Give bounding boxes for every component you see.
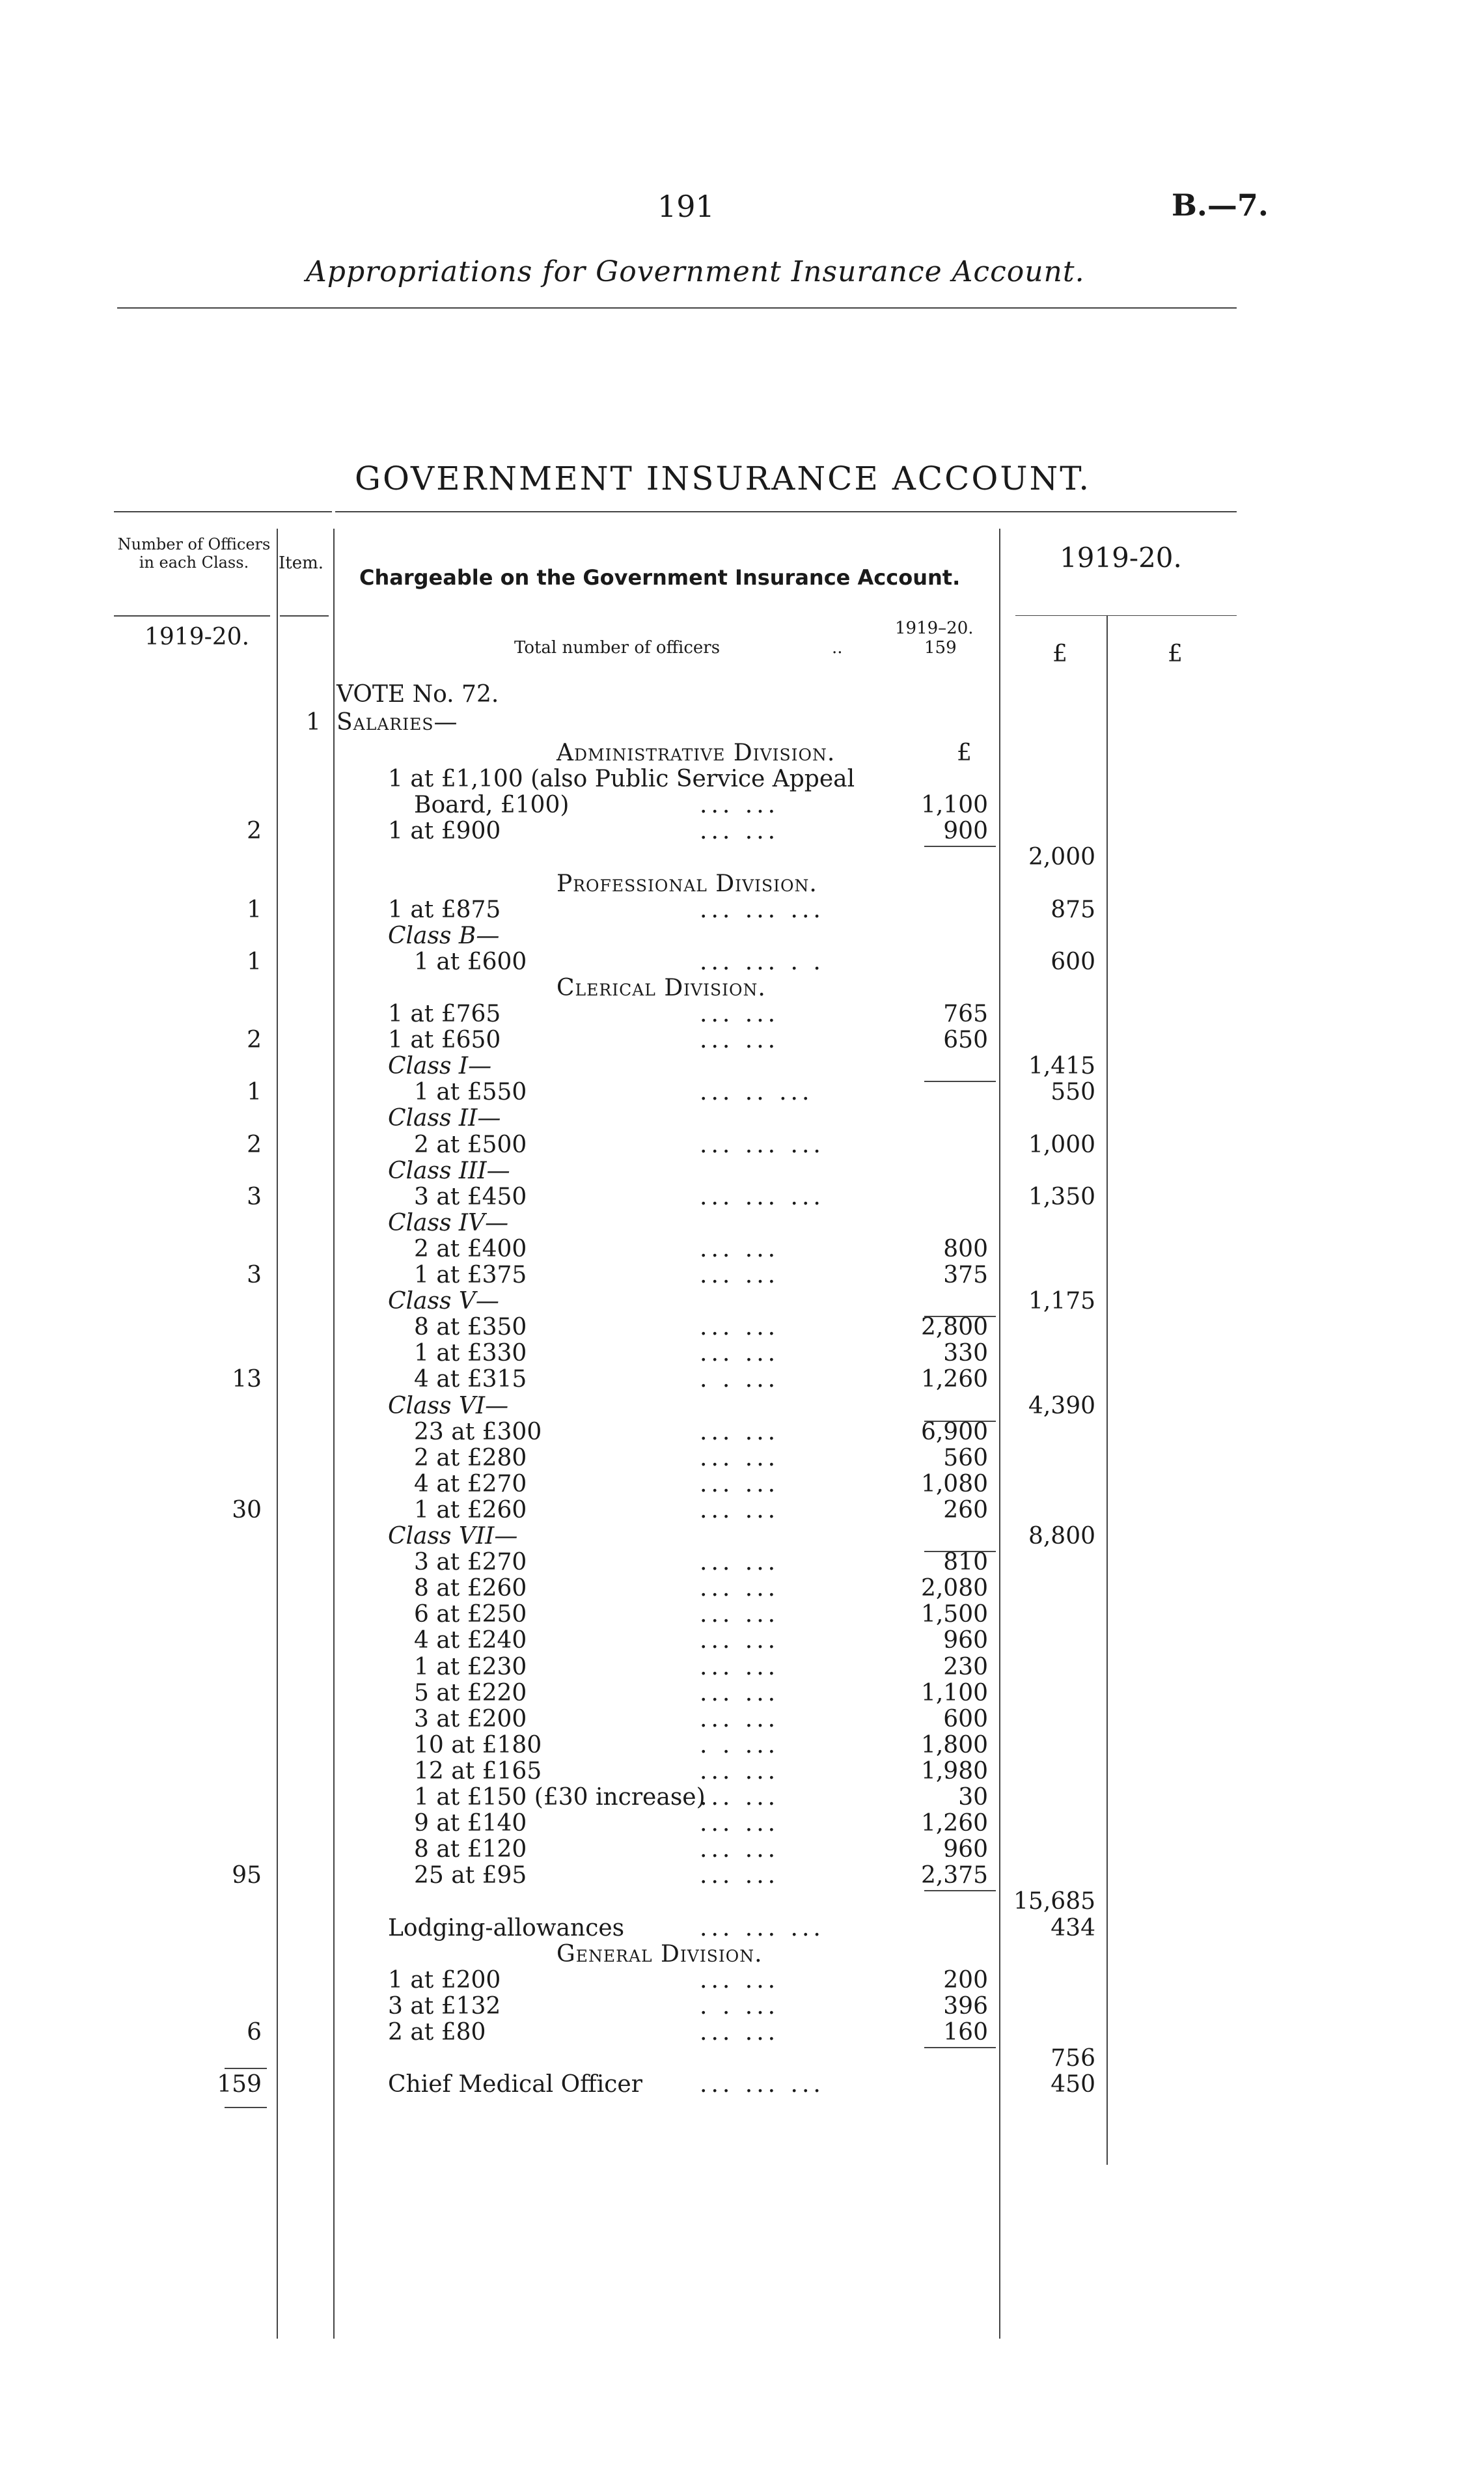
salary-line-label: 2 at £280	[414, 1444, 527, 1471]
leader-dots: ... ...	[700, 1340, 780, 1367]
leader-dots: ... ...	[700, 1262, 780, 1288]
item-column-header: Item.	[279, 553, 324, 573]
line-amount: 1,080	[920, 1470, 988, 1497]
leader-dots: ... ...	[700, 1784, 780, 1811]
class-total: 450	[1051, 2071, 1095, 2098]
salary-line-label: 1 at £1,100 (also Public Service Appeal	[388, 766, 855, 793]
class-total: 1,175	[1028, 1288, 1095, 1315]
salary-line-label: 1 at £550	[414, 1079, 527, 1106]
salaries-label: Salaries—	[337, 709, 458, 736]
officers-count: 1	[247, 1079, 262, 1106]
officers-count: 3	[247, 1262, 262, 1288]
line-amount: 960	[943, 1627, 988, 1654]
total-officers-label: Total number of officers	[514, 638, 721, 658]
officers-total-rule-bottom	[225, 2107, 267, 2108]
line-amount: 6,900	[920, 1418, 988, 1445]
pound-sign: £	[957, 740, 972, 766]
salary-line-label: Lodging-allowances	[388, 1914, 625, 1941]
leader-dots: ... ... ...	[700, 1131, 825, 1158]
officers-total-rule-top	[225, 2068, 267, 2069]
salary-line-label: Chief Medical Officer	[388, 2071, 642, 2098]
salary-line-label: Class IV—	[388, 1209, 509, 1236]
subtotal-rule	[924, 1890, 996, 1891]
salary-line-label: 5 at £220	[414, 1679, 527, 1706]
line-amount: 30	[958, 1784, 988, 1811]
officers-count: 30	[232, 1496, 262, 1523]
leader-dots: ... ...	[700, 1027, 780, 1054]
salary-line-label: 1 at £150 (£30 increase)	[414, 1784, 706, 1811]
total-officers-dots: ..	[832, 638, 843, 658]
item-header-rule	[280, 615, 329, 617]
salary-line-label: 4 at £240	[414, 1627, 527, 1654]
line-amount: 230	[943, 1653, 988, 1680]
salary-line-label: 1 at £650	[388, 1027, 501, 1054]
line-amount: 330	[943, 1340, 988, 1367]
salary-line-label: 1 at £600	[414, 948, 527, 975]
leader-dots: ... ...	[700, 1627, 780, 1654]
leader-dots: ... ...	[700, 1862, 780, 1889]
division-heading: General Division.	[556, 1940, 763, 1968]
officers-count: 159	[217, 2071, 262, 2098]
class-total: 434	[1051, 1914, 1095, 1941]
leader-dots: . . ...	[700, 1366, 780, 1393]
subtotal-rule	[924, 1081, 996, 1082]
page-number: 191	[657, 189, 715, 224]
rule-year-col1	[1106, 615, 1108, 2165]
page-title: GOVERNMENT INSURANCE ACCOUNT.	[355, 460, 1092, 497]
line-amount: 1,100	[920, 792, 988, 819]
class-total: 550	[1051, 1079, 1095, 1106]
class-total: 8,800	[1028, 1523, 1095, 1550]
leader-dots: ... ...	[700, 1653, 780, 1680]
leader-dots: ... ...	[700, 1001, 780, 1027]
year-header-rule	[1015, 615, 1237, 616]
officers-count: 1	[247, 896, 262, 923]
leader-dots: ... ... ...	[700, 1914, 825, 1941]
leader-dots: ... ...	[700, 1470, 780, 1497]
class-total: 15,685	[1013, 1888, 1095, 1915]
line-amount: 600	[943, 1705, 988, 1732]
line-amount: 1,260	[920, 1366, 988, 1393]
leader-dots: ... ...	[700, 1444, 780, 1471]
leader-dots: ... ...	[700, 1549, 780, 1576]
leader-dots: ... ... ...	[700, 1183, 825, 1210]
salary-line-label: 23 at £300	[414, 1418, 542, 1445]
leader-dots: ... ...	[700, 1757, 780, 1785]
officers-count: 13	[232, 1366, 262, 1393]
line-amount: 375	[943, 1262, 988, 1288]
division-heading: Professional Division.	[556, 870, 818, 897]
line-amount: 200	[943, 1966, 988, 1994]
salary-line-label: Class V—	[388, 1288, 499, 1315]
leader-dots: ... .. ...	[700, 1079, 814, 1106]
line-amount: 765	[943, 1001, 988, 1027]
officers-header-rule	[114, 615, 270, 617]
salary-line-label: 25 at £95	[414, 1862, 527, 1889]
line-amount: 900	[943, 818, 988, 845]
total-officers-value: 159	[924, 638, 957, 658]
salary-line-label: 8 at £260	[414, 1575, 527, 1602]
leader-dots: ... ...	[700, 1705, 780, 1732]
line-amount: 2,800	[920, 1314, 988, 1341]
leader-dots: ... ...	[700, 1966, 780, 1994]
leader-dots: ... ...	[700, 1496, 780, 1523]
subtotal-rule	[924, 2047, 996, 2048]
class-total: 1,415	[1028, 1053, 1095, 1080]
class-total: 4,390	[1028, 1392, 1095, 1419]
salary-line-label: 12 at £165	[414, 1757, 542, 1785]
officers-count: 2	[247, 1131, 262, 1158]
class-total: 600	[1051, 948, 1095, 975]
leader-dots: . . ...	[700, 1731, 780, 1759]
line-amount: 810	[943, 1549, 988, 1576]
leader-dots: ... ... ...	[700, 2071, 825, 2098]
leader-dots: ... ... . .	[700, 948, 825, 975]
line-amount: 160	[943, 2018, 988, 2046]
salary-line-label: 4 at £270	[414, 1470, 527, 1497]
leader-dots: ... ...	[700, 1836, 780, 1863]
leader-dots: ... ...	[700, 1601, 780, 1628]
officers-count: 3	[247, 1183, 262, 1210]
salary-line-label: 2 at £400	[414, 1235, 527, 1262]
leader-dots: ... ...	[700, 2018, 780, 2046]
line-amount: 396	[943, 1992, 988, 2020]
salary-line-label: Board, £100)	[414, 792, 570, 819]
leader-dots: ... ...	[700, 1314, 780, 1341]
table-top-rule-left	[114, 511, 332, 512]
leader-dots: ... ...	[700, 1810, 780, 1837]
salary-line-label: 9 at £140	[414, 1810, 527, 1837]
officers-count: 95	[232, 1862, 262, 1889]
salary-line-label: 2 at £500	[414, 1131, 527, 1158]
header-rule	[117, 307, 1237, 309]
pound-sign-col2: £	[1168, 641, 1183, 667]
officers-count: 1	[247, 948, 262, 975]
total-officers-year: 1919–20.	[895, 619, 974, 638]
rule-item-main	[333, 529, 335, 2339]
class-total: 875	[1051, 896, 1095, 923]
salary-line-label: 1 at £200	[388, 1966, 501, 1994]
salary-line-label: 1 at £330	[414, 1340, 527, 1367]
leader-dots: ... ...	[700, 1679, 780, 1706]
vote-item-number: 1	[306, 709, 321, 736]
line-amount: 650	[943, 1027, 988, 1054]
salary-line-label: 4 at £315	[414, 1366, 527, 1393]
salary-line-label: Class VI—	[388, 1392, 509, 1419]
line-amount: 1,100	[920, 1679, 988, 1706]
line-amount: 2,375	[920, 1862, 988, 1889]
salary-line-label: 1 at £375	[414, 1262, 527, 1288]
rule-officers-item	[277, 529, 278, 2339]
leader-dots: ... ... ...	[700, 896, 825, 923]
salary-line-label: 6 at £250	[414, 1601, 527, 1628]
leader-dots: ... ...	[700, 1575, 780, 1602]
salary-line-label: 10 at £180	[414, 1731, 542, 1759]
leader-dots: . . ...	[700, 1992, 780, 2020]
subtotal-rule	[924, 846, 996, 847]
leader-dots: ... ...	[700, 818, 780, 845]
main-column-header: Chargeable on the Government Insurance Account.	[359, 565, 961, 590]
line-amount: 2,080	[920, 1575, 988, 1602]
document-reference: B.—7.	[1172, 188, 1269, 223]
line-amount: 1,800	[920, 1731, 988, 1759]
salary-line-label: 8 at £120	[414, 1836, 527, 1863]
salary-line-label: 2 at £80	[388, 2018, 486, 2046]
officers-count: 6	[247, 2018, 262, 2046]
salary-line-label: 3 at £450	[414, 1183, 527, 1210]
line-amount: 560	[943, 1444, 988, 1471]
line-amount: 800	[943, 1235, 988, 1262]
salary-line-label: Class B—	[388, 922, 500, 949]
salary-line-label: 3 at £132	[388, 1992, 501, 2020]
officers-column-header: Number of Officers in each Class.	[117, 535, 271, 572]
leader-dots: ... ...	[700, 792, 780, 819]
leader-dots: ... ...	[700, 1235, 780, 1262]
salary-line-label: Class III—	[388, 1157, 510, 1184]
salary-line-label: 1 at £900	[388, 818, 501, 845]
officers-count: 2	[247, 1027, 262, 1054]
salary-line-label: 3 at £200	[414, 1705, 527, 1732]
line-amount: 1,980	[920, 1757, 988, 1785]
salary-line-label: Class I—	[388, 1053, 492, 1080]
salary-line-label: 1 at £260	[414, 1496, 527, 1523]
year-column-header: 1919-20.	[1060, 542, 1182, 574]
line-amount: 960	[943, 1836, 988, 1863]
table-top-rule-right	[335, 511, 1237, 512]
leader-dots: ... ...	[700, 1418, 780, 1445]
salary-line-label: 1 at £875	[388, 896, 501, 923]
class-total: 2,000	[1028, 844, 1095, 871]
salary-line-label: Class VII—	[388, 1523, 518, 1550]
line-amount: 1,500	[920, 1601, 988, 1628]
division-heading: Clerical Division.	[556, 974, 766, 1001]
line-amount: 1,260	[920, 1810, 988, 1837]
rule-main-year	[999, 529, 1000, 2339]
salary-line-label: Class II—	[388, 1105, 501, 1132]
salary-line-label: 1 at £765	[388, 1001, 501, 1027]
class-total: 1,000	[1028, 1131, 1095, 1158]
vote-title: VOTE No. 72.	[337, 681, 499, 708]
officers-year-label: 1919-20.	[144, 624, 250, 650]
salary-line-label: 3 at £270	[414, 1549, 527, 1576]
pound-sign-col1: £	[1052, 641, 1067, 667]
division-heading: Administrative Division.	[556, 740, 836, 766]
salary-line-label: 8 at £350	[414, 1314, 527, 1341]
page-subtitle: Appropriations for Government Insurance Account.	[306, 255, 1085, 288]
class-total: 1,350	[1028, 1183, 1095, 1210]
salary-line-label: 1 at £230	[414, 1653, 527, 1680]
officers-count: 2	[247, 818, 262, 845]
line-amount: 260	[943, 1496, 988, 1523]
class-total: 756	[1051, 2045, 1095, 2072]
